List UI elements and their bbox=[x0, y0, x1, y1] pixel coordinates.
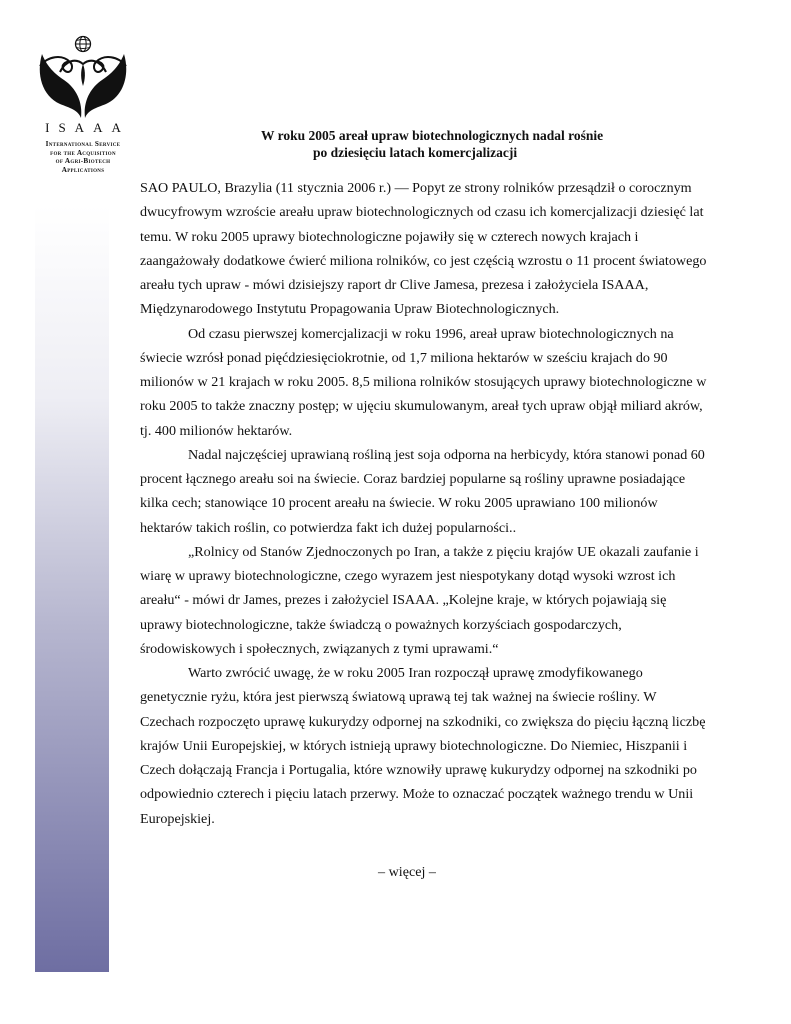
headline-line-1: W roku 2005 areał upraw biotechnologicznych nadal rośnie bbox=[261, 128, 604, 143]
logo-subtitle-line: International Service bbox=[45, 140, 121, 148]
decorative-gradient-bar bbox=[35, 205, 109, 972]
press-release-headline bbox=[180, 127, 700, 161]
logo-subtitle-line: of Agri-Biotech bbox=[55, 157, 111, 166]
article-paragraph: Warto zwrócić uwagę, że w roku 2005 Iran rozpoczął uprawę zmodyfikowanego genetycznie ryżu, która jest pierwszą światową uprawą tej tak ważnej na świecie rośliny. W Czechach rozpoczęto uprawę kukurydzy odpornej na szkodniki, co zwiększa do pięciu łączną liczbę krajów Unii Europejskiej, w których istnieją uprawy biotechnologiczne. Do Niemiec, Hiszpanii i Czech dołączają Francja i Portugalia, które wznowiły uprawę kukurydzy odpornej na szkodniki po odpowiednio czterech i pięciu latach przerwy. Może to oznaczać początek ważnego trendu w Unii Europejskiej. bbox=[140, 665, 706, 827]
article-paragraph: „Rolnicy od Stanów Zjednoczonych po Iran, a także z pięciu krajów UE okazali zaufanie i wiarę w uprawy biotechnologiczne, czego wyrazem jest niespotykany dotąd wysoki wzrost ich areału“ - mówi dr James, prezes i założyciel ISAAA. „Kolejne kraje, w których pojawiają się uprawy biotechnologiczne, także świadczą o poważnych korzyściach gospodarczych, środowiskowych i społecznych, związanych z tymi uprawami.“ bbox=[140, 543, 699, 657]
headline-line-2: po dziesięciu latach komercjalizacji bbox=[313, 145, 518, 160]
article-paragraph: Nadal najczęściej uprawianą rośliną jest soja odporna na herbicydy, która stanowi ponad 60 procent łącznego areału soi na świecie. Coraz bardziej popularne są rośliny uprawne posiadające kilka cech; stanowiące 10 procent areału na świecie. W roku 2005 uprawiano 100 milionów hektarów takich roślin, co potwierdza fakt ich dużej popularności.. bbox=[140, 446, 705, 536]
logo-subtitle bbox=[18, 140, 148, 174]
article-body bbox=[140, 176, 710, 831]
continuation-marker: – więcej – bbox=[378, 864, 436, 880]
leaf-globe-emblem-icon bbox=[34, 32, 132, 120]
logo-subtitle-line: Applications bbox=[61, 165, 105, 174]
logo-wordmark: ISAAA bbox=[45, 120, 130, 135]
article-paragraph: SAO PAULO, Brazylia (11 stycznia 2006 r.) — Popyt ze strony rolników przesądził o corocznym dwucyfrowym wzroście areału upraw biotechnologicznych od czasu ich komercjalizacji dziesięć lat temu. W roku 2005 uprawy biotechnologiczne pojawiły się w czterech nowych krajach i zaangażowały dodatkowe ćwierć miliona rolników, co jest częścią wzrostu o 11 procent światowego areału tych upraw - mówi dzisiejszy raport dr Clive Jamesa, prezesa i założyciela ISAAA, Międzynarodowego Instytutu Propagowania Upraw Biotechnologicznych. bbox=[140, 180, 707, 318]
article-paragraph: Od czasu pierwszej komercjalizacji w roku 1996, areał upraw biotechnologicznych na świecie wzrósł ponad pięćdziesięciokrotnie, od 1,7 miliona hektarów w sześciu krajach do 90 milionów w 21 krajach w roku 2005. 8,5 miliona rolników stosujących uprawy biotechnologiczne w roku 2005 to także znaczny postęp; w ujęciu skumulowanym, areał tych upraw objął miliard akrów, tj. 400 milionów hektarów. bbox=[140, 325, 707, 439]
logo-subtitle-line: for the Acquisition bbox=[50, 148, 116, 157]
